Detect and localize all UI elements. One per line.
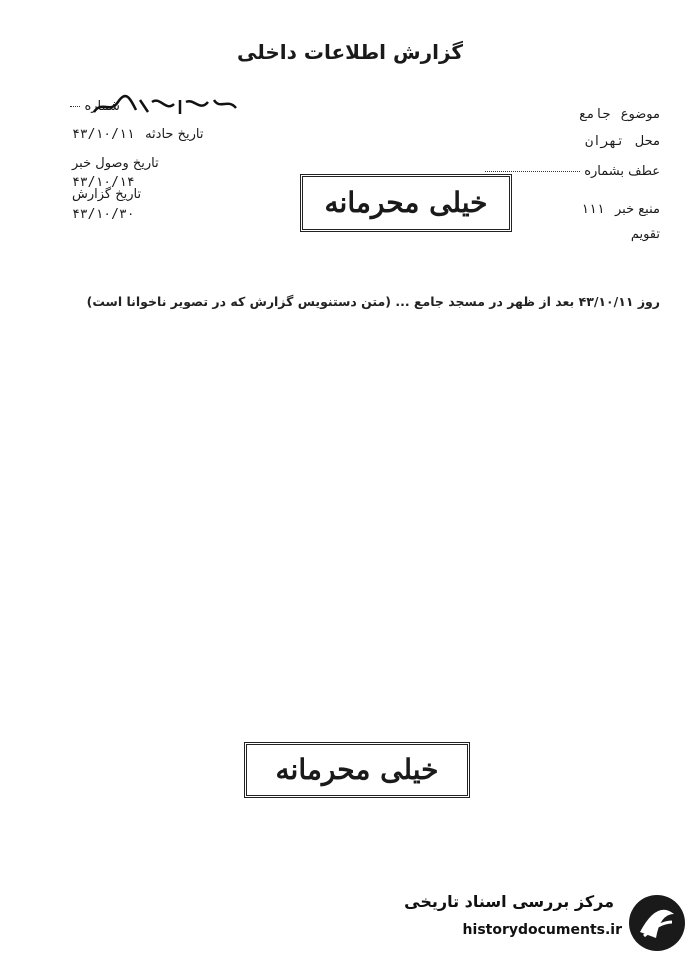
report-date-field xyxy=(72,186,141,202)
report-title: گزارش اطلاعات داخلی xyxy=(236,40,464,64)
report-body xyxy=(50,286,660,319)
classification-stamp-bottom: خیلی محرمانه xyxy=(244,742,470,798)
location-field xyxy=(585,133,660,149)
body-paragraph: روز ۴۳/۱۰/۱۱ بعد از ظهر در مسجد جامع ... (متن دستنویس گزارش که در تصویر ناخوانا است) xyxy=(86,294,660,309)
archive-emblem-icon xyxy=(626,892,688,954)
classification-stamp-top: خیلی محرمانه xyxy=(300,174,512,232)
archive-logo xyxy=(400,888,692,958)
report-date-label: تاریخ گزارش xyxy=(72,187,142,202)
source-value: ۱۱۱ xyxy=(581,202,605,217)
news-received-value: ۴۳/۱۰/۱۴ xyxy=(72,175,135,190)
archive-url: historydocuments.ir xyxy=(462,922,622,938)
news-received-label: تاریخ وصول خبر xyxy=(72,156,159,171)
assessment-field xyxy=(625,226,660,242)
number-label: شماره xyxy=(84,99,120,114)
source-label: منبع خبر xyxy=(615,202,660,217)
news-received-date-field xyxy=(72,155,159,171)
handwritten-number xyxy=(90,94,240,118)
incident-date-value: ۴۳/۱۰/۱۱ xyxy=(72,127,135,142)
incident-date-field xyxy=(72,126,203,142)
incident-date-label: تاریخ حادثه xyxy=(145,127,204,142)
report-date-value-row xyxy=(72,206,141,222)
subject-value: جامع xyxy=(579,107,611,122)
location-value: تهران xyxy=(585,134,625,149)
location-label: محل xyxy=(634,134,660,149)
report-date-value: ۴۳/۱۰/۳۰ xyxy=(72,207,135,222)
source-field xyxy=(581,201,660,217)
archive-name: مرکز بررسی اسناد تاریخی xyxy=(404,892,614,911)
assessment-label: تقویم xyxy=(630,227,660,242)
subject-field xyxy=(579,106,660,122)
subject-label: موضوع xyxy=(620,107,660,122)
reference-label: عطف بشماره xyxy=(584,164,660,179)
